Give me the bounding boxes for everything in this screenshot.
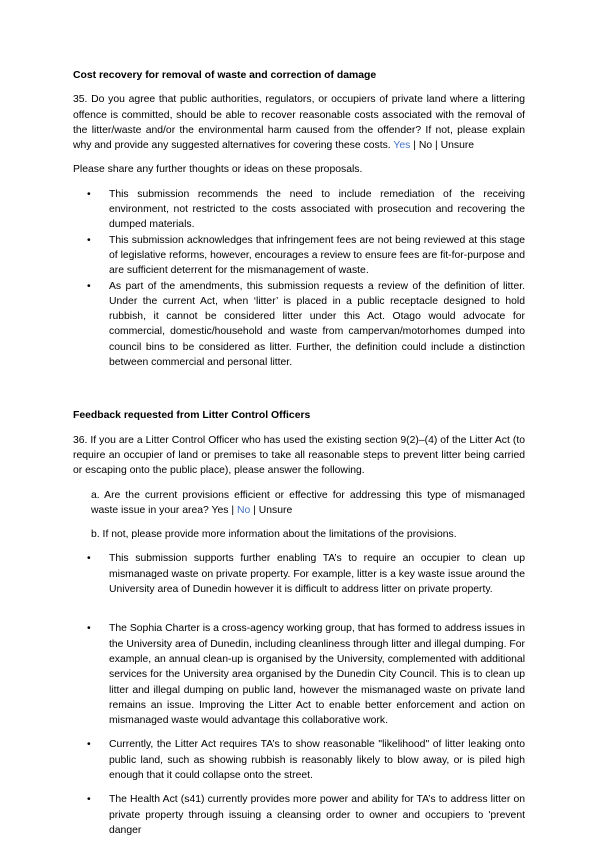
q35-separator-2: | — [432, 140, 441, 152]
bullet-icon: • — [87, 794, 91, 806]
question-36a-text: a. Are the current provisions efficient or effective for addressing this type of mismanaged waste issue in your area? — [91, 489, 525, 516]
q36a-option-unsure: Unsure — [258, 504, 293, 516]
bullet-icon: • — [87, 188, 91, 200]
q36a-separator-1: | — [228, 504, 237, 516]
q36a-separator-2: | — [250, 504, 259, 516]
list-item — [73, 737, 525, 783]
list-item-text: This submission supports further enabling TA’s to require an occupier to clean up mismanaged waste on private property. For example, litter is a key waste issue around the University area of Dunedin however it is difficult to address litter on private property. — [109, 553, 525, 596]
bullet-icon: • — [87, 623, 91, 635]
q36a-option-no: No — [236, 504, 251, 516]
bullet-icon: • — [87, 553, 91, 565]
list-item — [73, 551, 525, 597]
question-35-text: 35. Do you agree that public authorities, regulators, or occupiers of private land where a littering offence is committed, should be able to recover reasonable costs associated with the removal of the litter/waste and/or the environmental harm caused from the offender? If not, please explain why and provide any suggested alternatives for covering these costs. — [73, 94, 525, 152]
q35-option-unsure: Unsure — [440, 140, 475, 152]
question-36b: b. If not, please provide more information about the limitations of the provisions. — [91, 529, 457, 541]
list-item — [73, 279, 525, 371]
list-item-text: This submission acknowledges that infringement fees are not being reviewed at this stage of legislative reforms, however, encourages a review to ensure fees are fit-for-purpose and are sufficient deterrent for the mismanagement of waste. — [109, 234, 525, 277]
section-heading-litter-officers: Feedback requested from Litter Control Officers — [73, 410, 311, 422]
list-item-text: This submission recommends the need to include remediation of the receiving environment, not restricted to the costs associated with prosecution and recovering the dumped materials. — [109, 188, 525, 231]
list-item — [73, 233, 525, 279]
q36a-option-yes: Yes — [211, 504, 229, 516]
section2-bullet-list — [73, 551, 525, 838]
q35-option-yes: Yes — [393, 140, 411, 152]
list-item — [73, 187, 525, 233]
list-item — [73, 792, 525, 838]
section1-bullet-list — [73, 187, 525, 371]
q35-separator-1: | — [410, 140, 419, 152]
section-heading-cost-recovery: Cost recovery for removal of waste and correction of damage — [73, 70, 377, 81]
page-content — [73, 68, 525, 838]
bullet-icon: • — [87, 234, 91, 246]
bullet-icon: • — [87, 280, 91, 292]
list-item — [73, 621, 525, 728]
q35-option-no: No — [418, 140, 433, 152]
list-item-text: As part of the amendments, this submission requests a review of the definition of litter. Under the current Act, when ‘litter’ is placed in a public receptacle designed to hold rubbish, it cannot be considered litter under this Act. Otago would advocate for commercial, domestic/household and waste from campervan/motorhomes dumped into council bins to be considered as litter. Further, the definition could include a distinction between commercial and personal litter. — [109, 280, 525, 369]
list-item-text: Currently, the Litter Act requires TA’s to show reasonable "likelihood" of litter leaking onto public land, such as showing rubbish is reasonably likely to blow away, or is piled high enough that it could collapse onto the street. — [109, 739, 525, 781]
list-item-text: The Health Act (s41) currently provides more power and ability for TA’s to address litter on private property through issuing a cleansing order to owner and occupiers to 'prevent danger — [109, 794, 525, 836]
further-thoughts-prompt: Please share any further thoughts or ideas on these proposals. — [73, 164, 363, 176]
bullet-icon: • — [87, 739, 91, 751]
question-36: 36. If you are a Litter Control Officer who has used the existing section 9(2)–(4) of the Litter Act (to require an occupier of land or premises to take all reasonable steps to prevent litter being carried or escaping onto the public place), please answer the following. — [73, 434, 525, 477]
question-36a — [91, 488, 525, 519]
list-item-text: The Sophia Charter is a cross-agency working group, that has formed to address issues in the University area of Dunedin, including cleanliness through litter and illegal dumping. For example, an annual clean-up is organised by the University, complemented with additional services for the University area organised by the Dunedin City Council. This is to clean up litter and illegal dumping on public land, however the mismanaged waste on private land remains an issue. Improving the Litter Act to enable better enforcement and action on mismanaged waste would advantage this collaborative work. — [109, 623, 525, 727]
question-35 — [73, 92, 525, 153]
